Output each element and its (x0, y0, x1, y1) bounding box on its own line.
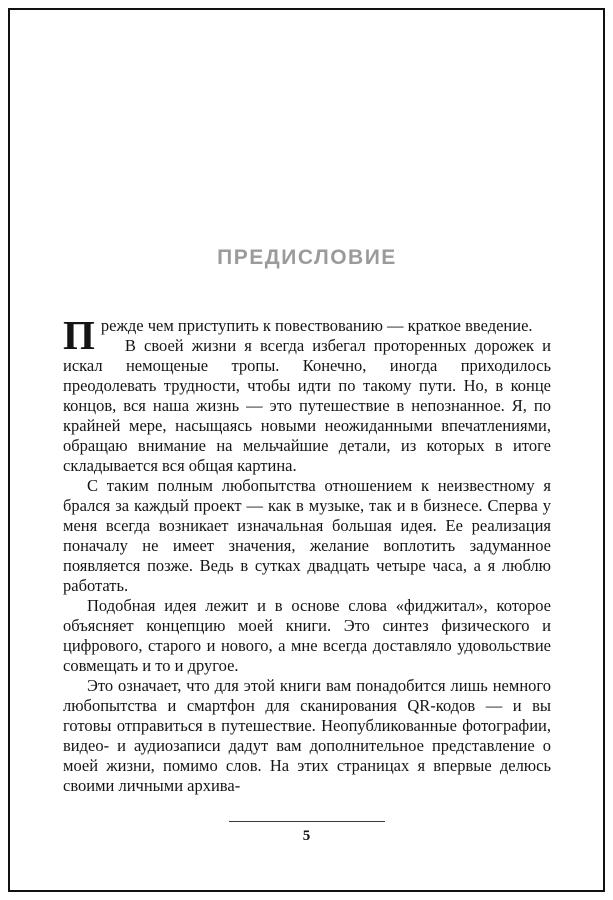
page-content (63, 0, 551, 796)
paragraph-intro-text: режде чем приступить к повествованию — краткое введение. (100, 316, 533, 335)
chapter-heading: ПРЕДИСЛОВИЕ (217, 246, 397, 269)
paragraph: Подобная идея лежит и в основе слова «фиджитал», которое объясняет концепцию моей книги. Это синтез физического и цифрового, старого и нового, а мне всегда доставляло удовольствие совмещать и то и другое. (63, 596, 551, 675)
paragraph: В своей жизни я всегда избегал проторенных дорожек и искал немощеные тропы. Конечно, иногда приходилось преодолевать трудности, чтобы идти по такому пути. Но, в конце концов, вся наша жизнь — это путешествие в непознанное. Я, по крайней мере, насыщаясь новыми неожиданными впечатлениями, обращаю внимание на мельчайшие детали, из которых в итоге складывается вся общая картина. (63, 336, 551, 475)
paragraph: С таким полным любопытства отношением к неизвестному я брался за каждый проект — как в музыке, так и в бизнесе. Сперва у меня всегда возникает изначальная большая идея. Ее реализация поначалу не имеет значения, желание воплотить задуманное появляется позже. Ведь в сутках двадцать четыре часа, а я люблю работать. (63, 476, 551, 595)
page-footer (0, 821, 613, 845)
paragraph: Это означает, что для этой книги вам понадобится лишь немного любопытства и смартфон для сканирования QR-кодов — и вы готовы отправиться в путешествие. Неопубликованные фотографии, видео- и аудиозаписи дадут вам дополнительное представление о моей жизни, помимо слов. На этих страницах я впервые делюсь своими личными архива- (63, 676, 551, 795)
paragraph-intro (63, 312, 551, 358)
footer-divider (229, 821, 385, 822)
body-text (63, 312, 551, 796)
drop-cap-letter: П (63, 312, 95, 358)
page-number: 5 (302, 828, 311, 844)
